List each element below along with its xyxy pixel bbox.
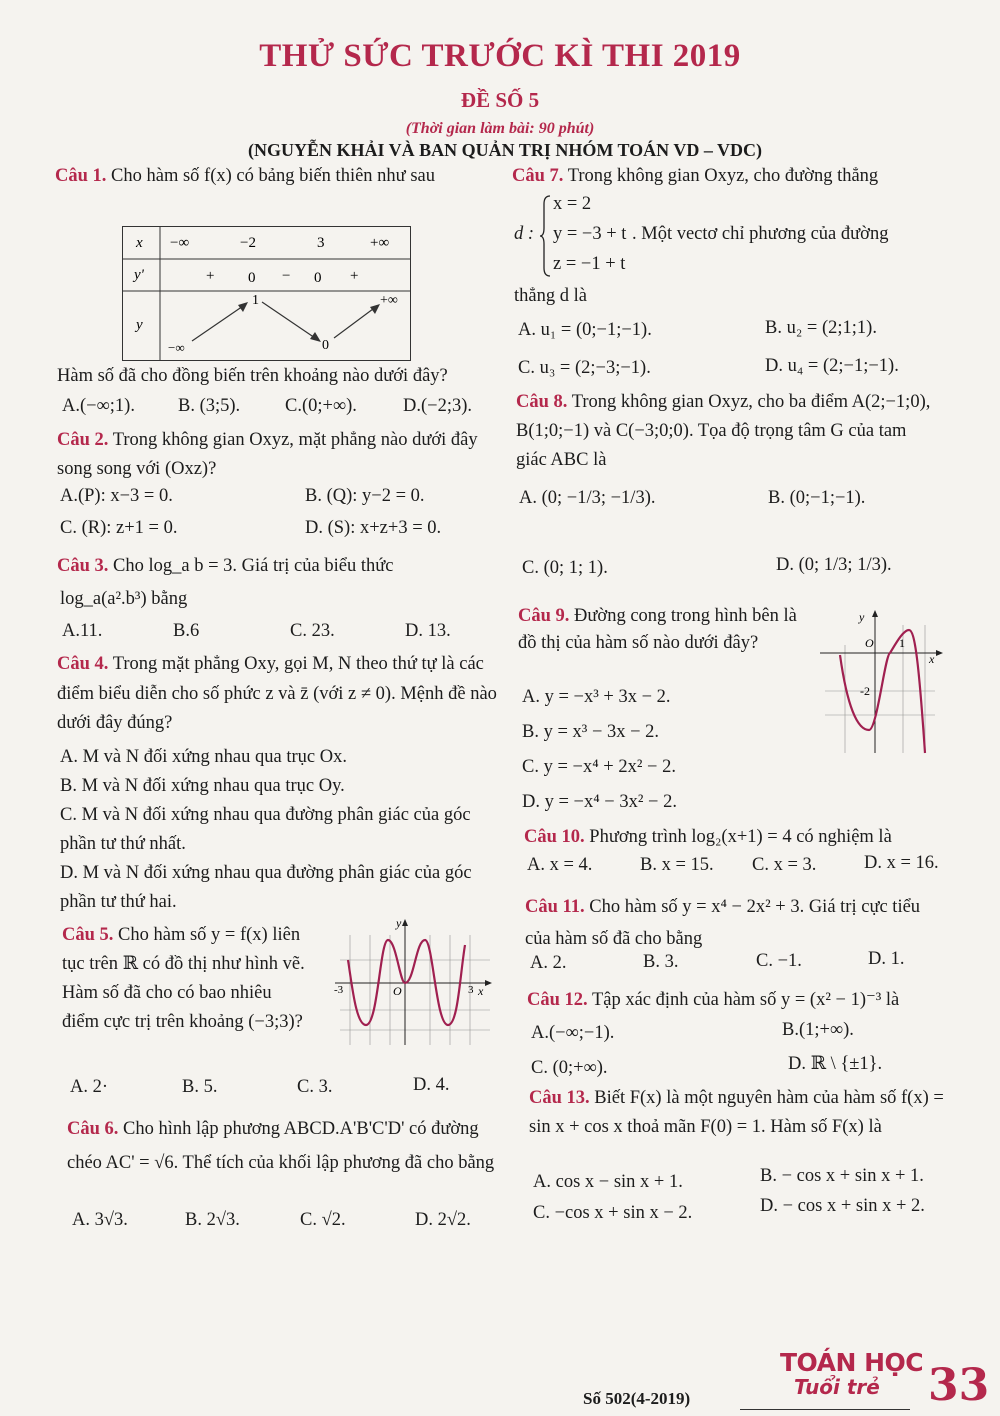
answer-option[interactable]: C. (0;+∞). [531,1058,608,1078]
answer-option[interactable]: B. M và N đối xứng nhau qua trục Oy. [60,776,345,796]
answer-option[interactable]: D. 13. [405,621,451,641]
question-text: Cho hàm số f(x) có bảng biến thiên như sau [111,166,435,186]
question-number: Câu 10. [524,827,585,847]
answer-option[interactable]: B. u₂ = (2;1;1). [765,318,877,338]
footer-divider [740,1409,910,1410]
function-graph-q9 [815,605,945,755]
answer-option[interactable]: A. M và N đối xứng nhau qua trục Ox. [60,747,347,767]
answer-option[interactable]: A. y = −x³ + 3x − 2. [522,687,671,707]
answer-option[interactable]: D. − cos x + sin x + 2. [760,1196,925,1216]
issue-number: Số 502(4-2019) [583,1389,691,1408]
graph-origin-label: O [393,984,402,998]
answer-option[interactable]: C. (R): z+1 = 0. [60,518,178,538]
graph-tick-label: 3 [468,984,474,996]
answer-option[interactable]: B. (0;−1;−1). [768,488,866,508]
table-y-value: −∞ [168,340,185,355]
question-number: Câu 5. [62,925,114,945]
answer-option[interactable]: D. M và N đối xứng nhau qua đường phân giác của góc phần tư thứ hai. [60,863,472,912]
answer-option[interactable]: D. 2√2. [415,1210,471,1230]
question-text: Trong không gian Oxyz, cho đường thẳng [567,166,879,186]
variation-table [122,226,412,361]
table-yprime-value: + [350,268,359,284]
question-number: Câu 11. [525,897,585,917]
answer-option[interactable]: C. x = 3. [752,855,817,875]
question-5 [62,921,310,1037]
system-equation: x = 2 [553,194,592,214]
answer-option[interactable]: D. y = −x⁴ − 3x² − 2. [522,792,677,812]
graph-x-label: x [478,984,484,998]
answer-option[interactable]: B. 3. [643,952,679,972]
graph-tick-label: -3 [334,984,344,996]
answer-option[interactable]: D. (0; 1/3; 1/3). [776,555,892,575]
answer-option[interactable]: B. − cos x + sin x + 1. [760,1166,924,1186]
table-x-value: −2 [240,235,256,251]
question-8 [516,388,941,475]
answer-option[interactable]: C. 23. [290,621,335,641]
answer-option[interactable]: D.(−2;3). [403,396,473,416]
question-1 [55,162,485,191]
question-text: Cho log_a b = 3. Giá trị của biểu thức [113,556,394,576]
graph-x-label: x [929,652,935,666]
question-number: Câu 1. [55,166,107,186]
graph-curve [840,630,925,753]
exam-time: (Thời gian làm bài: 90 phút) [405,120,595,137]
question-text: log_a(a².b³) bằng [60,589,188,609]
question-3 [57,552,487,581]
answer-option[interactable]: C. (0; 1; 1). [522,558,608,578]
system-equation: z = −1 + t [553,254,626,274]
answer-option[interactable]: B.(1;+∞). [782,1020,854,1040]
question-text: Hàm số đã cho đồng biến trên khoảng nào dưới đây? [57,366,448,386]
answer-option[interactable]: B. 5. [182,1077,218,1097]
question-text: Trong không gian Oxyz, cho ba điểm A(2;−1;0), B(1;0;−1) và C(−3;0;0). Tọa độ trọng tâm G của tam giác ABC là [516,392,931,470]
answer-option[interactable]: D. x = 16. [864,853,939,873]
answer-option[interactable]: A. 2· [70,1077,109,1097]
question-text: . Một vectơ chỉ phương của đường [632,224,889,244]
answer-option[interactable]: A.(P): x−3 = 0. [60,486,173,506]
question-text: thẳng d là [514,286,587,306]
question-number: Câu 6. [67,1119,119,1139]
table-yprime-value: + [206,268,215,284]
answer-option[interactable]: B. x = 15. [640,855,714,875]
question-text: Cho hình lập phương ABCD.A'B'C'D' có đường chéo AC' = √6. Thể tích của khối lập phương đã cho bằng [67,1119,495,1173]
system-equation: y = −3 + t [553,224,627,244]
answer-option[interactable]: B. y = x³ − 3x − 2. [522,722,660,742]
page-number: 33 [928,1360,990,1411]
table-yprime-value: 0 [248,270,256,286]
arrow-up-1 [192,304,246,341]
question-7 [512,162,937,191]
exam-authors: (NGUYỄN KHẢI VÀ BAN QUẢN TRỊ NHÓM TOÁN VD – VDC) [247,140,763,160]
answer-option[interactable]: D. 4. [413,1075,450,1095]
answer-option[interactable]: D. (S): x+z+3 = 0. [305,518,442,538]
graph-origin-label: O [865,636,874,650]
answer-option[interactable]: C. 3. [297,1077,333,1097]
answer-option[interactable]: C. y = −x⁴ + 2x² − 2. [522,757,676,777]
answer-option[interactable]: A. 3√3. [72,1210,128,1230]
answer-option[interactable]: A.11. [62,621,103,641]
question-number: Câu 12. [527,990,588,1010]
answer-option[interactable]: A.(−∞;1). [62,396,135,416]
answer-option[interactable]: C. −1. [756,951,802,971]
question-text: Cho hàm số y = x⁴ − 2x² + 3. Giá trị cực tiểu của hàm số đã cho bằng [525,897,921,949]
answer-option[interactable]: C. M và N đối xứng nhau qua đường phân giác của góc phần tư thứ nhất. [60,805,471,854]
answer-option[interactable]: B. (Q): y−2 = 0. [305,486,425,506]
graph-tick-label: 1 [899,636,905,650]
question-9 [518,603,806,657]
question-12 [527,986,947,1015]
question-number: Câu 3. [57,556,109,576]
answer-option[interactable]: A. x = 4. [527,855,593,875]
table-x-label: x [136,235,143,251]
brace-icon [540,194,552,278]
question-text: Đường cong trong hình bên là đồ thị của hàm số nào dưới đây? [518,606,797,653]
table-yprime-label: y' [134,267,144,283]
answer-option[interactable]: B. (3;5). [178,396,241,416]
table-y-value: +∞ [380,293,398,308]
answer-option[interactable]: A. cos x − sin x + 1. [533,1172,683,1192]
answer-option[interactable]: C. u₃ = (2;−3;−1). [518,358,651,378]
table-y-value: 0 [322,338,329,353]
question-text: Tập xác định của hàm số y = (x² − 1)⁻³ là [591,990,900,1010]
question-text: Trong không gian Oxyz, mặt phẳng nào dưới đây song song với (Oxz)? [57,430,478,479]
exam-number: ĐỀ SỐ 5 [460,88,540,112]
question-number: Câu 2. [57,430,109,450]
arrow-up-2 [334,306,377,338]
answer-option[interactable]: D. u₄ = (2;−1;−1). [765,356,899,376]
answer-option[interactable]: B. 2√3. [185,1210,240,1230]
line-label: d : [514,224,535,244]
answer-option[interactable]: D. 1. [868,949,905,969]
question-number: Câu 9. [518,606,570,626]
answer-option[interactable]: A. u₁ = (0;−1;−1). [518,320,652,340]
answer-option[interactable]: A. (0; −1/3; −1/3). [519,488,656,508]
graph-tick-label: -2 [860,684,870,698]
question-number: Câu 8. [516,392,568,412]
graph-y-label: y [859,610,865,624]
question-number: Câu 4. [57,654,109,674]
question-2 [57,426,487,484]
answer-option[interactable]: B.6 [173,621,200,641]
answer-option[interactable]: A.(−∞;−1). [531,1023,615,1043]
arrow-down [262,302,318,340]
graph-y-label: y [396,916,402,930]
answer-option[interactable]: D. ℝ \ {±1}. [788,1054,883,1074]
question-number: Câu 13. [529,1088,590,1108]
table-yprime-value: − [282,268,291,284]
table-yprime-value: 0 [314,270,322,286]
function-graph-q5 [330,915,500,1050]
question-text: Biết F(x) là một nguyên hàm của hàm số f(x) = sin x + cos x thoả mãn F(0) = 1. Hàm số F(x) là [529,1088,944,1137]
logo-bottom-text: Tuổi trẻ [794,1375,880,1399]
question-text: Cho hàm số y = f(x) liên tục trên ℝ có đồ thị như hình vẽ. Hàm số đã cho có bao nhiêu điểm cực trị trên khoảng (−3;3)? [62,925,305,1032]
question-number: Câu 7. [512,166,564,186]
question-6 [67,1112,500,1180]
table-y-value: 1 [252,293,259,308]
answer-option[interactable]: C.(0;+∞). [285,396,357,416]
question-text: Trong mặt phẳng Oxy, gọi M, N theo thứ tự là các điểm biểu diễn cho số phức z và z̄ (với z ≠ 0). Mệnh đề nào dưới đây đúng? [57,654,497,733]
answer-option[interactable]: A. 2. [530,953,567,973]
answer-option[interactable]: C. √2. [300,1210,346,1230]
table-x-value: 3 [317,235,325,251]
logo-top-text: TOÁN HỌC [780,1348,924,1377]
question-11 [525,891,945,955]
table-x-value: −∞ [170,235,190,251]
question-10 [524,823,944,852]
answer-option[interactable]: C. −cos x + sin x − 2. [533,1203,693,1223]
question-13 [529,1084,959,1142]
page-title: THỬ SỨC TRƯỚC KÌ THI 2019 [259,38,741,74]
magazine-logo [780,1350,923,1398]
table-y-label: y [136,317,143,333]
question-text: Phương trình log₂(x+1) = 4 có nghiệm là [589,827,892,847]
question-4 [57,650,497,739]
table-x-value: +∞ [370,235,390,251]
